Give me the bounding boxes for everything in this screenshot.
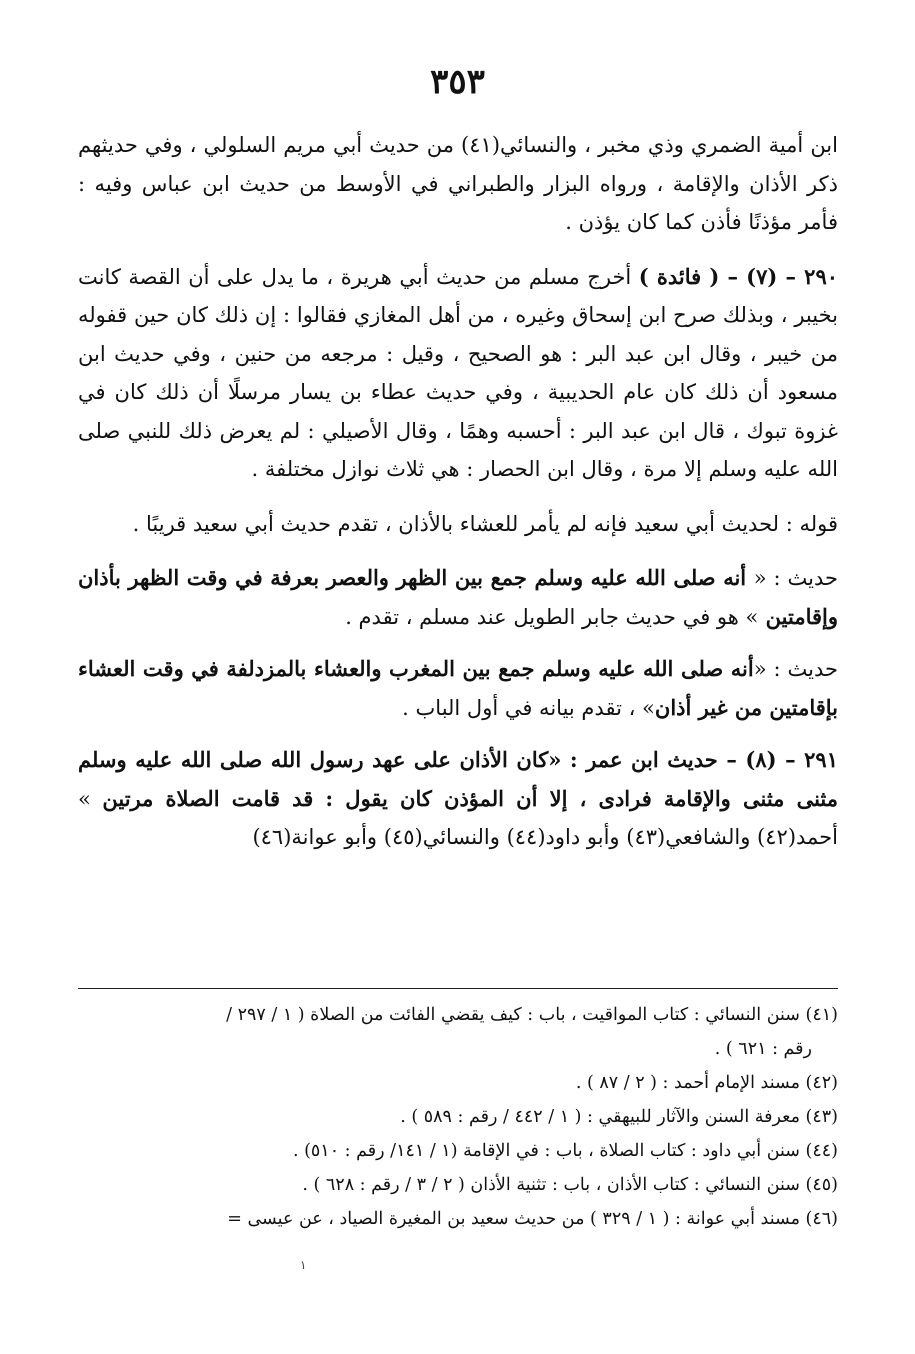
footnote-continuation: رقم : ٦٢١ ) . [714,1039,812,1059]
footnote-divider [78,988,838,989]
main-text [78,126,838,873]
footnote-45: (٤٥) سنن النسائي : كتاب الأذان ، باب : تثنية الأذان ( ٢ / ٣ / رقم : ٦٢٨ ) . [302,1175,838,1195]
paragraph-6 [78,741,838,857]
bottom-mark: ١ [300,1258,307,1272]
page-number: ٣٥٣ [430,62,485,102]
hadith-number-290: ٢٩٠ – (٧) – ( فائدة ) [638,263,839,289]
paragraph-1: ابن أمية الضمري وذي مخبر ، والنسائي(٤١) من حديث أبي مريم السلولي ، وفي حديثهم ذكر الأذان والإقامة ، ورواه البزار والطبراني في الأوسط من حديث ابن عباس وفيه : فأمر مؤذنًا فأذن كما كان يؤذن . [78,133,838,234]
footnote-41 [78,998,838,1066]
hadith-comment: » هو في حديث جابر الطويل عند مسلم ، تقدم . [345,604,759,629]
footnote-text: (٤١) سنن النسائي : كتاب المواقيت ، باب : كيف يقضي الفائت من الصلاة ( ١ / ٢٩٧ / [226,1005,838,1025]
paragraph-5 [78,650,838,727]
hadith-comment: » ، تقدم بيانه في أول الباب . [402,695,655,720]
footnotes [78,998,838,1236]
hadith-text-bold: أنه صلى الله عليه وسلم جمع بين المغرب والعشاء بالمزدلفة في وقت العشاء بإقامتين من غير أذان [78,656,838,720]
footnote-44: (٤٤) سنن أبي داود : كتاب الصلاة ، باب : في الإقامة (١ / ١٤١/ رقم : ٥١٠) . [292,1141,838,1161]
hadith-text-bold: أنه صلى الله عليه وسلم جمع بين الظهر والعصر بعرفة في وقت الظهر بأذان وإقامتين [78,565,838,629]
footnote-46: (٤٦) مسند أبي عوانة : ( ١ / ٣٢٩ ) من حديث سعيد بن المغيرة الصياد ، عن عيسى = [227,1209,838,1229]
paragraph-6-refs: » أحمد(٤٢) والشافعي(٤٣) وأبو داود(٤٤) والنسائي(٤٥) وأبو عوانة(٤٦) [78,786,838,849]
paragraph-2 [78,258,838,489]
footnote-42: (٤٢) مسند الإمام أحمد : ( ٢ / ٨٧ ) . [575,1073,838,1093]
hadith-lead: حديث : « [753,566,838,590]
paragraph-3: قوله : لحديث أبي سعيد فإنه لم يأمر للعشاء بالأذان ، تقدم حديث أبي سعيد قريبًا . [132,511,838,536]
paragraph-4 [78,559,838,636]
footnote-43: (٤٣) معرفة السنن والآثار للبيهقي : ( ١ / ٤٤٢ / رقم : ٥٨٩ ) . [400,1107,838,1127]
paragraph-2-body: أخرج مسلم من حديث أبي هريرة ، ما يدل على أن القصة كانت بخيبر ، وبذلك صرح ابن إسحاق وغيره ، من أهل المغازي فقالوا : إن ذلك كان حين قفوله من خيبر ، وقال ابن عبد البر : هو الصحيح ، وقيل : مرجعه من حنين ، وفي حديث ابن مسعود أن ذلك كان عام الحديبية ، وفي حديث عطاء بن يسار مرسلًا أن ذلك كان في غزوة تبوك ، قال ابن عبد البر : أحسبه وهمًا ، وقال الأصيلي : لم يعرض ذلك للنبي صلى الله عليه وسلم إلا مرة ، وقال ابن الحصار : هي ثلاث نوازل مختلفة . [78,264,838,481]
hadith-lead: حديث : « [753,657,839,681]
hadith-number-291: ٢٩١ – (٨) – حديث ابن عمر : «كان الأذان على عهد رسول الله صلى الله عليه وسلم مثنى مثنى والإقامة فرادى ، إلا أن المؤذن كان يقول : قد قامت الصلاة مرتين [78,747,839,811]
